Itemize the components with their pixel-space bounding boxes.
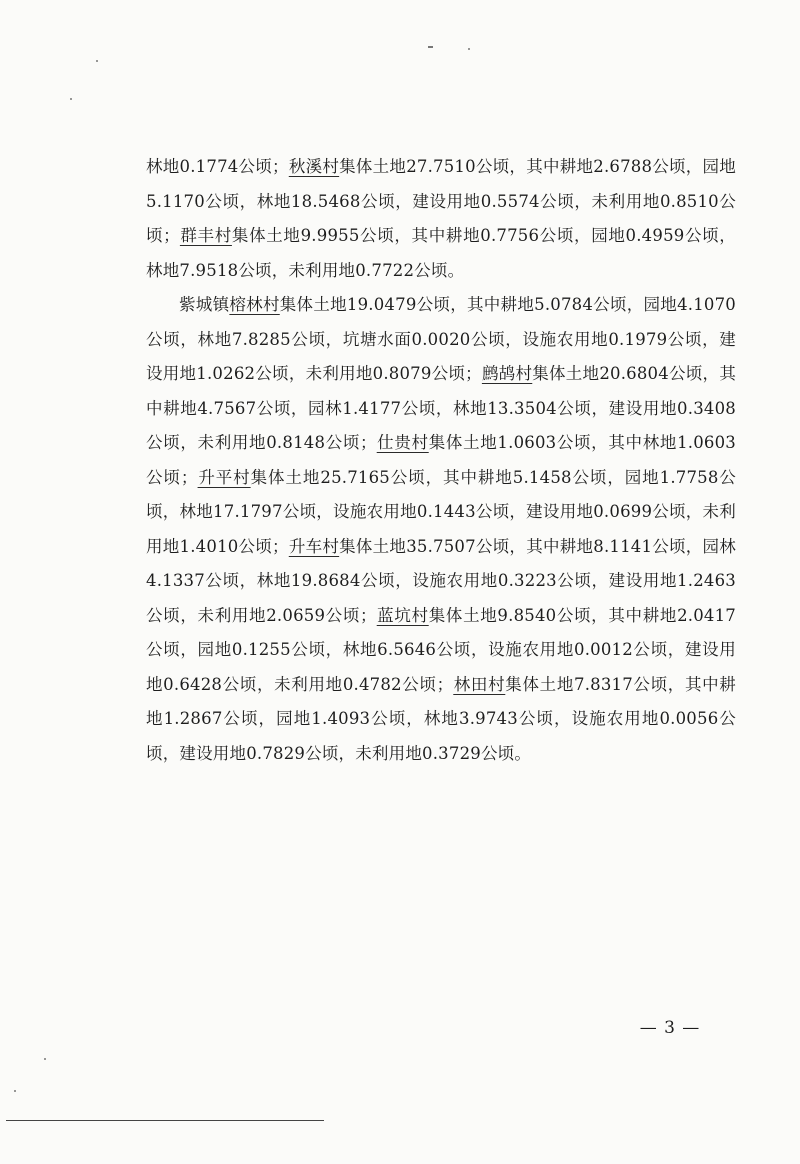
scan-speck (428, 46, 433, 48)
village-name: 秋溪村 (288, 157, 340, 176)
scan-speck (468, 48, 470, 50)
text-segment: 集体土地9.9955公顷，其中耕地0.7756公顷，园地0.4959公顷，林地7.9518公顷，未利用地0.7722公顷。 (146, 226, 737, 280)
text-segment: 集体土地1.0603公顷，其中林地1.0603公顷； (146, 433, 736, 487)
text-segment: 集体土地9.8540公顷，其中耕地2.0417公顷，园地0.1255公顷，林地6.5646公顷，设施农用地0.0012公顷，建设用地0.6428公顷，未利用地0.4782公顷； (146, 605, 736, 694)
document-body (146, 150, 736, 771)
page-number: — 3 — (639, 1018, 701, 1038)
scan-speck (14, 1090, 16, 1092)
village-name: 榕林村 (229, 295, 280, 314)
village-name: 仕贵村 (376, 433, 429, 452)
village-name: 群丰村 (179, 226, 232, 245)
text-segment: 集体土地25.7165公顷，其中耕地5.1458公顷，园地1.7758公顷，林地17.1797公顷，设施农用地0.1443公顷，建设用地0.0699公顷，未利用地1.4010公顷； (146, 467, 736, 556)
village-name: 蓝坑村 (376, 605, 429, 625)
text-segment: 集体土地35.7507公顷，其中耕地8.1141公顷，园林4.1337公顷，林地19.8684公顷，设施农用地0.3223公顷，建设用地1.2463公顷，未利用地2.0659公顷； (146, 536, 737, 625)
footer-rule (6, 1120, 324, 1121)
village-name: 鹧鸪村 (481, 364, 533, 383)
village-name: 升平村 (197, 467, 251, 487)
paragraph (146, 150, 736, 288)
scan-speck (70, 98, 72, 100)
paragraph (146, 288, 736, 771)
scan-speck (44, 1058, 46, 1060)
text-segment: 紫城镇 (179, 295, 230, 314)
text-segment: 集体土地7.8317公顷，其中耕地1.2867公顷，园地1.4093公顷，林地3.9743公顷，设施农用地0.0056公顷，建设用地0.7829公顷，未利用地0.3729公顷。 (146, 674, 736, 763)
text-segment: 集体土地27.7510公顷，其中耕地2.6788公顷，园地5.1170公顷，林地18.5468公顷，建设用地0.5574公顷，未利用地0.8510公顷； (146, 157, 737, 245)
text-segment: 集体土地19.0479公顷，其中耕地5.0784公顷，园地4.1070公顷，林地7.8285公顷，坑塘水面0.0020公顷，设施农用地0.1979公顷，建设用地1.0262公顷，未利用地0.8079公顷； (146, 295, 737, 383)
village-name: 林田村 (453, 674, 506, 694)
text-segment: 集体土地20.6804公顷，其中耕地4.7567公顷，园林1.4177公顷，林地13.3504公顷，建设用地0.3408公顷，未利用地0.8148公顷； (146, 364, 737, 452)
text-segment: 林地0.1774公顷； (146, 157, 289, 176)
scan-speck (96, 60, 98, 62)
village-name: 升车村 (288, 536, 340, 556)
